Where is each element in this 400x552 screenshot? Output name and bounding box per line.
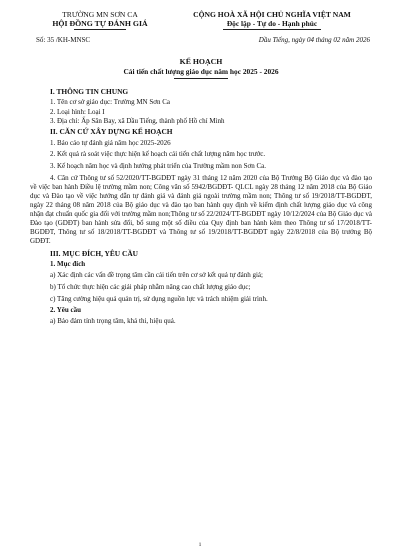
place-date: Dầu Tiếng, ngày 04 tháng 02 năm 2026 [258, 36, 370, 44]
org-name: TRƯỜNG MN SƠN CA [62, 10, 138, 19]
purpose-item: b) Tổ chức thực hiện các giải pháp nhằm nâng cao chất lượng giáo dục; [50, 282, 251, 291]
page-number: 1 [198, 542, 202, 548]
section-2-item: 1. Báo cáo tự đánh giá năm học 2025-2026 [50, 138, 171, 147]
document-meta [30, 36, 372, 45]
section-1-item: 2. Loại hình: Loại I [50, 107, 105, 116]
title-underline [174, 78, 228, 79]
section-1-heading: I. THÔNG TIN CHUNG [50, 87, 129, 97]
section-2-item: 2. Kết quả rà soát việc thực hiện kế hoạch cải tiến chất lượng năm học trước. [50, 150, 266, 159]
document-number: Số: 35 /KH-MNSC [36, 36, 91, 44]
purpose-item: a) Xác định các vấn đề trọng tâm cần cải tiến trên cơ sở kết quả tự đánh giá; [50, 271, 263, 280]
document-header [30, 10, 372, 30]
council-name: HỘI ĐỒNG TỰ ĐÁNH GIÁ [52, 19, 148, 28]
org-underline [74, 29, 126, 30]
requirement-item: a) Bảo đảm tính trọng tâm, khả thi, hiệu quả. [50, 317, 176, 326]
section-2-item: 3. Kế hoạch năm học và định hướng phát triển của Trường mầm non Sơn Ca. [50, 161, 267, 170]
section-1-item: 1. Tên cơ sở giáo dục: Trường MN Sơn Ca [50, 98, 170, 107]
national-motto: CỘNG HOÀ XÃ HỘI CHỦ NGHĨA VIỆT NAM [193, 10, 351, 19]
national-slogan: Độc lập - Tự do - Hạnh phúc [226, 19, 318, 28]
subsection-requirements: 2. Yêu cầu [50, 306, 82, 315]
section-2-item: 4. Căn cứ Thông tư số 52/2020/TT-BGDĐT ngày 31 tháng 12 năm 2020 của Bộ Trưởng Bộ Giáo dục và đào tạo về việc ban hành Điều lệ trường mầm non; Công văn số 5942/BGDĐT- QLCL ngày 28 tháng 12 năm 2018 của Bộ Giáo dục và Đào tạo về việc hướng dẫn tự đánh giá và đánh giá ngoài trường mầm non; Thông tư số 19/2018/TT-BGDĐT, ngày 22 tháng 08 năm 2018 của Bộ giáo dục và đào tạo ban hành quy định về kiểm định chất lượng giáo dục và công nhận đạt chuẩn quốc gia đối với trường mầm non;Thông tư số 22/2024/TT-BGDĐT ngày 10/12/2024 của Bộ Giáo dục và Đào tạo (GDĐT) ban hành sửa đổi, bổ sung một số điều của Quy định ban hành kèm theo Thông tư số 17/2018/TT-BGDĐT, Thông tư số 18/2018/TT-BGDĐT và Thông tư số 19/2018/TT-BGDĐT ngày 22/8/2018 của Bộ trưởng Bộ GDĐT. [30, 173, 372, 246]
subsection-purpose: 1. Mục đích [50, 260, 86, 269]
national-block [172, 10, 372, 30]
organization-block [30, 10, 170, 30]
section-2-heading: II. CĂN CỨ XÂY DỰNG KẾ HOẠCH [50, 127, 173, 137]
slogan-underline [223, 29, 321, 30]
section-1-item: 3. Địa chỉ: Ấp Sân Bay, xã Dầu Tiếng, thành phố Hồ chí Minh [50, 117, 225, 126]
document-subtitle: Cải tiến chất lượng giáo dục năm học 2025 - 2026 [123, 67, 279, 77]
purpose-item: c) Tăng cường hiệu quả quản trị, sử dụng nguồn lực và trách nhiệm giải trình. [50, 294, 268, 303]
document-title: KẾ HOẠCH [179, 57, 223, 67]
section-3-heading: III. MỤC ĐÍCH, YÊU CẦU [50, 248, 139, 258]
